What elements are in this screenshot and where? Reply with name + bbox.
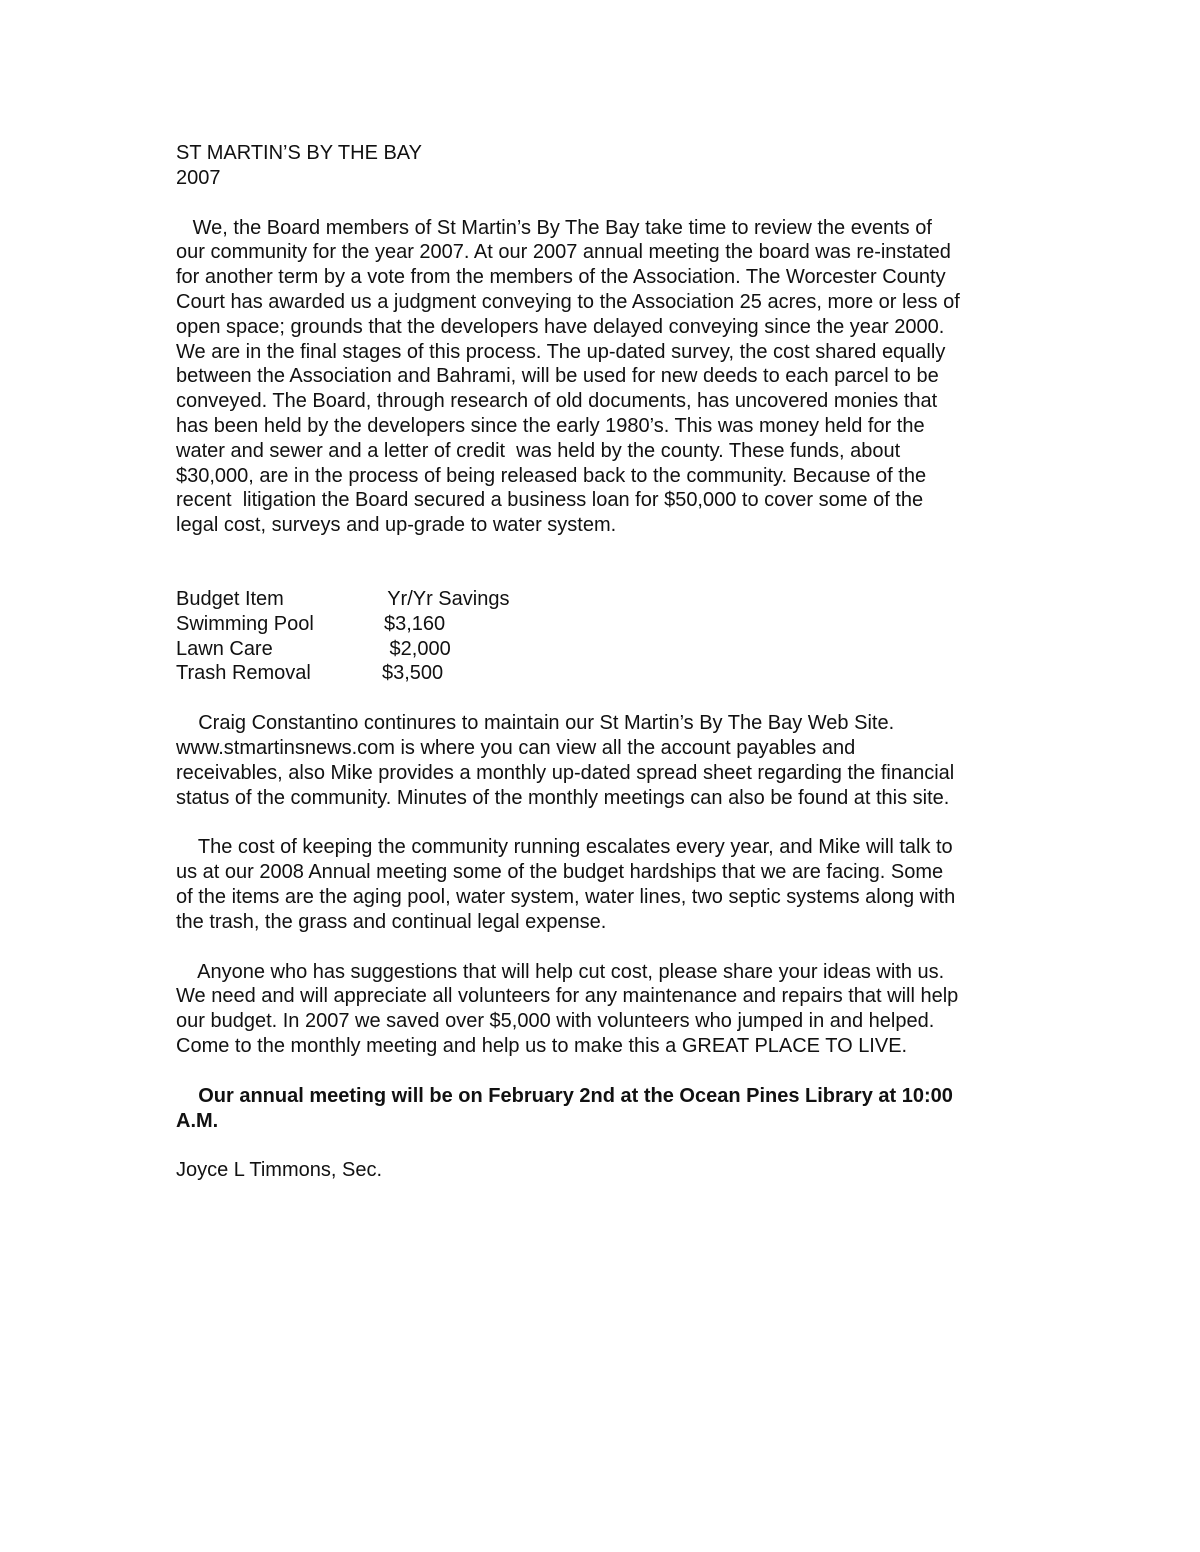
- paragraph-line: water and sewer and a letter of credit was held by the county. These funds, about: [176, 439, 901, 462]
- paragraph-line: A.M.: [176, 1109, 219, 1132]
- paragraph-line: status of the community. Minutes of the monthly meetings can also be found at this site.: [176, 786, 950, 809]
- paragraph-line: Our annual meeting will be on February 2nd at the Ocean Pines Library at 10:00: [176, 1084, 953, 1107]
- paragraph-line: Anyone who has suggestions that will help cut cost, please share your ideas with us.: [176, 960, 945, 983]
- paragraph-line: Come to the monthly meeting and help us to make this a GREAT PLACE TO LIVE.: [176, 1034, 908, 1057]
- paragraph-line: for another term by a vote from the members of the Association. The Worcester County: [176, 266, 946, 289]
- title-line: ST MARTIN’S BY THE BAY: [176, 142, 422, 164]
- budget-row: [176, 637, 1036, 662]
- meeting-announcement: [176, 1084, 1036, 1134]
- budget-row: [176, 612, 1036, 637]
- intro-paragraph: [176, 216, 1036, 538]
- paragraph-line: We need and will appreciate all volunteers for any maintenance and repairs that will help: [176, 985, 959, 1008]
- signature-line: Joyce L Timmons, Sec.: [176, 1159, 382, 1182]
- paragraph-line: We, the Board members of St Martin’s By The Bay take time to review the events of: [176, 216, 932, 239]
- budget-table: [176, 587, 1036, 686]
- paragraph-line: receivables, also Mike provides a monthly up-dated spread sheet regarding the financial: [176, 761, 955, 784]
- budget-item: Trash Removal: [176, 662, 311, 685]
- paragraph-line: www.stmartinsnews.com is where you can view all the account payables and: [176, 736, 856, 759]
- paragraph-line: The cost of keeping the community running escalates every year, and Mike will talk to: [176, 836, 953, 859]
- budget-savings: $2,000: [384, 637, 451, 660]
- paragraph-line: legal cost, surveys and up-grade to water system.: [176, 514, 617, 537]
- title-year: 2007: [176, 166, 221, 189]
- paragraph-line: We are in the final stages of this process. The up-dated survey, the cost shared equally: [176, 340, 946, 363]
- budget-header-savings: Yr/Yr Savings: [382, 587, 510, 610]
- suggestions-paragraph: [176, 960, 1036, 1059]
- paragraph-line: open space; grounds that the developers have delayed conveying since the year 2000.: [176, 315, 945, 338]
- budget-item: Swimming Pool: [176, 612, 314, 635]
- paragraph-line: of the items are the aging pool, water system, water lines, two septic systems along with: [176, 885, 956, 908]
- paragraph-line: Court has awarded us a judgment conveying to the Association 25 acres, more or less of: [176, 290, 960, 313]
- budget-header-item: Budget Item: [176, 587, 284, 610]
- website-paragraph: [176, 711, 1036, 810]
- budget-savings: $3,500: [382, 662, 444, 685]
- paragraph-line: Craig Constantino continures to maintain our St Martin’s By The Bay Web Site.: [176, 712, 895, 735]
- paragraph-line: conveyed. The Board, through research of old documents, has uncovered monies that: [176, 390, 938, 413]
- paragraph-line: $30,000, are in the process of being released back to the community. Because of the: [176, 464, 927, 487]
- budget-row: [176, 661, 1036, 686]
- paragraph-line: recent litigation the Board secured a business loan for $50,000 to cover some of the: [176, 489, 924, 512]
- paragraph-line: our community for the year 2007. At our 2007 annual meeting the board was re-instated: [176, 241, 951, 264]
- budget-item: Lawn Care: [176, 637, 273, 660]
- paragraph-line: has been held by the developers since the early 1980’s. This was money held for the: [176, 414, 925, 437]
- paragraph-line: between the Association and Bahrami, will be used for new deeds to each parcel to be: [176, 365, 939, 388]
- document-page: [176, 141, 1036, 1183]
- paragraph-line: our budget. In 2007 we saved over $5,000 with volunteers who jumped in and helped.: [176, 1010, 935, 1033]
- budget-header-row: [176, 587, 1036, 612]
- cost-paragraph: [176, 835, 1036, 934]
- document-title: [176, 141, 1036, 191]
- paragraph-line: the trash, the grass and continual legal expense.: [176, 910, 607, 933]
- paragraph-line: us at our 2008 Annual meeting some of the budget hardships that we are facing. Some: [176, 861, 944, 884]
- budget-savings: $3,160: [384, 612, 446, 635]
- signature: [176, 1158, 1036, 1183]
